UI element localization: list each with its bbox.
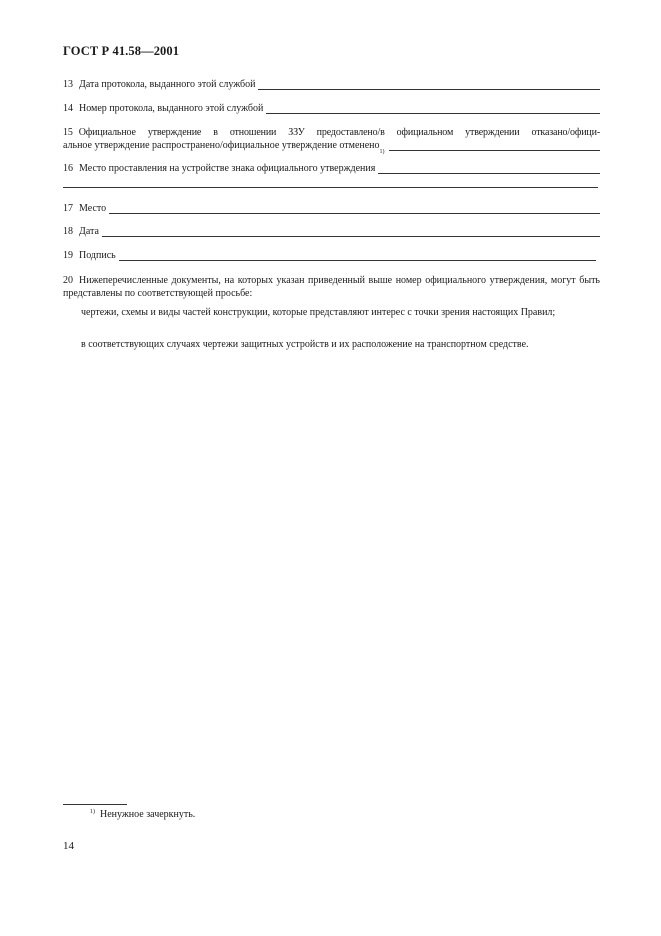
item-18: [63, 226, 600, 238]
item-label: Дата: [79, 226, 99, 237]
item-15-line-2: альное утверждение распространено/официальное утверждение отменено 1): [63, 139, 600, 152]
item-label: Место проставления на устройстве знака официального утверждения: [79, 163, 376, 174]
item-number: 20: [63, 275, 73, 286]
footnote-text: Ненужное зачеркнуть.: [100, 809, 196, 820]
document-list-item-2: в соответствующих случаях чертежи защитных устройств и их расположение на транспортном средстве.: [81, 339, 529, 350]
footnote-separator: [63, 804, 127, 805]
item-number: 16: [63, 163, 73, 174]
item-20: [63, 274, 600, 300]
item-label: Номер протокола, выданного этой службой: [79, 103, 264, 114]
item-label: Нижеперечисленные документы, на которых указан приведенный выше номер официального утверждения, могут быть представлены по соответствующей просьбе:: [63, 275, 600, 299]
blank-field: [102, 227, 600, 237]
item-number: 19: [63, 250, 73, 261]
item-label: Дата протокола, выданного этой службой: [79, 79, 256, 90]
item-14: [63, 103, 600, 115]
item-15-line-1: [63, 126, 600, 139]
item-label: Место: [79, 203, 107, 214]
blank-field: [266, 104, 600, 114]
item-number: 17: [63, 203, 73, 214]
item-label: Подпись: [79, 250, 116, 261]
item-20-intro: [63, 274, 600, 300]
blank-field: [119, 251, 596, 261]
footnote-marker: 1): [90, 808, 95, 815]
blank-field: [378, 164, 600, 174]
item-17: [63, 203, 600, 215]
item-number: 13: [63, 79, 73, 90]
item-number: 15: [63, 127, 73, 138]
item-label: Официальное утверждение в отношении ЗЗУ предоставлено/в официальном утверждении отказано/офици-: [78, 127, 600, 138]
item-16: [63, 163, 600, 175]
item-13: [63, 79, 600, 91]
document-list-item-1: чертежи, схемы и виды частей конструкции, которые представляют интерес с точки зрения настоящих Правил;: [81, 307, 556, 318]
blank-field: [258, 80, 600, 90]
document-header: ГОСТ Р 41.58—2001: [63, 44, 180, 58]
item-19: [63, 250, 600, 262]
footnote: [90, 809, 195, 820]
blank-field: [389, 141, 600, 151]
item-number: 18: [63, 226, 73, 237]
blank-field-continuation: [63, 187, 598, 188]
page-number: 14: [63, 840, 74, 852]
item-label-continued: альное утверждение распространено/официальное утверждение отменено: [63, 140, 380, 151]
item-number: 14: [63, 103, 73, 114]
item-15: [63, 126, 600, 155]
blank-field: [109, 204, 600, 214]
